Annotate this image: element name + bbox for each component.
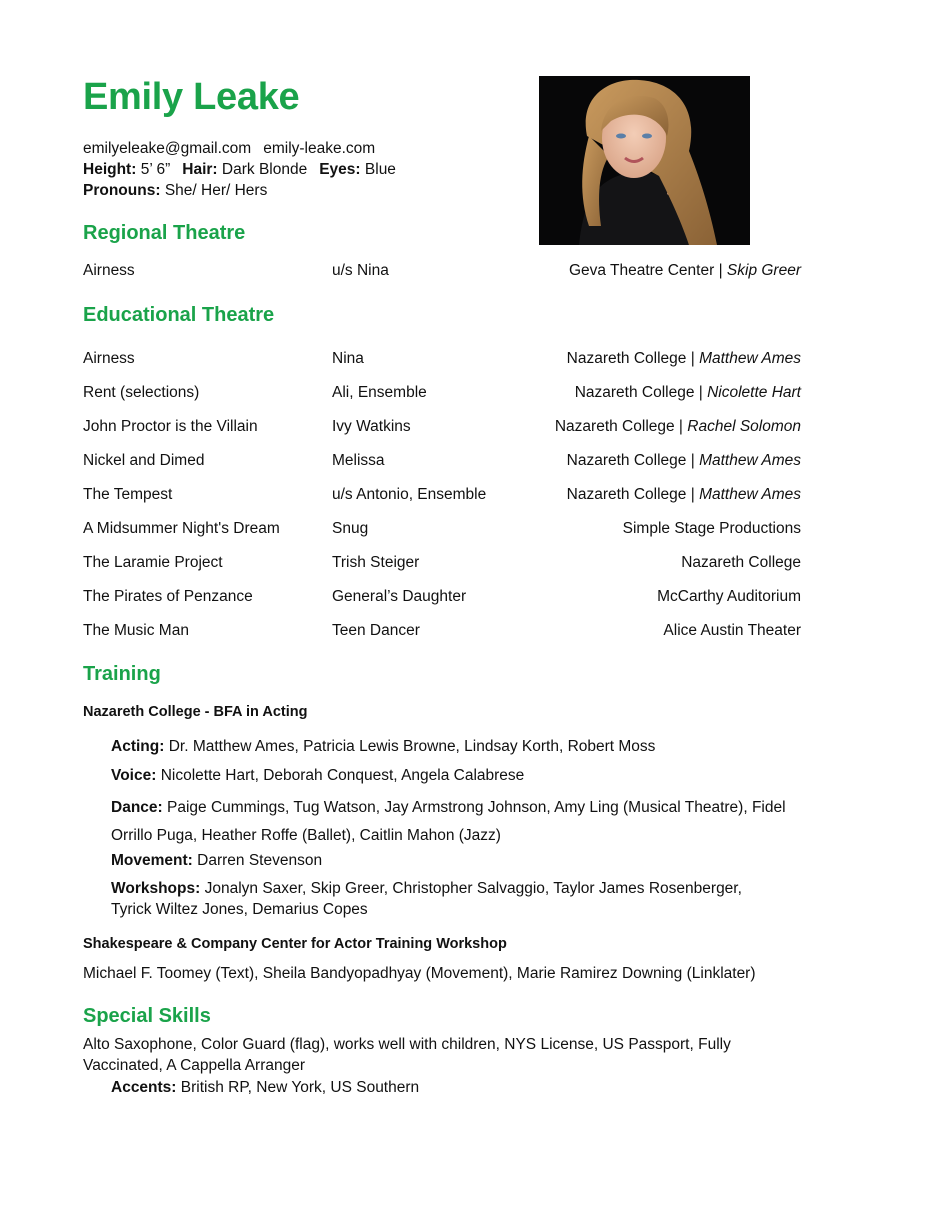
venue-director — [663, 622, 801, 640]
venue-name: McCarthy Auditorium — [657, 588, 801, 605]
credit-row — [83, 622, 801, 644]
show-title: Airness — [83, 350, 135, 367]
regional-theatre-heading: Regional Theatre — [83, 222, 246, 244]
venue-name: Nazareth College | — [574, 384, 708, 401]
hair-value: Dark Blonde — [221, 161, 308, 178]
training-label: Acting: — [111, 738, 165, 755]
eyes-label: Eyes: — [319, 161, 361, 178]
workshop-heading: Shakespeare & Company Center for Actor Training Workshop — [83, 936, 507, 952]
venue-name: Nazareth College | — [554, 418, 688, 435]
venue-director — [567, 350, 801, 368]
role-name: u/s Nina — [332, 262, 389, 279]
school-heading: Nazareth College - BFA in Acting — [83, 704, 308, 720]
accents-line — [111, 1077, 801, 1098]
director-name: Matthew Ames — [699, 486, 801, 503]
director-name: Rachel Solomon — [687, 418, 801, 435]
skills-text: Alto Saxophone, Color Guard (flag), works well with children, NYS License, US Passport, Fully Vaccinated, A Cappella Arranger — [83, 1036, 731, 1074]
training-voice — [111, 765, 801, 786]
director-name: Skip Greer — [726, 262, 801, 279]
contact-line — [83, 138, 396, 159]
show-title: John Proctor is the Villain — [83, 418, 258, 435]
director-name: Matthew Ames — [699, 350, 801, 367]
accents-text: British RP, New York, US Southern — [180, 1079, 420, 1096]
website-text: emily-leake.com — [263, 140, 376, 157]
role-name: Ali, Ensemble — [332, 384, 427, 401]
role-name: u/s Antonio, Ensemble — [332, 486, 487, 503]
show-title: The Tempest — [83, 486, 173, 503]
stats-line — [83, 159, 396, 180]
training-dance — [111, 794, 791, 850]
show-title: Airness — [83, 262, 135, 279]
pronouns-label: Pronouns: — [83, 182, 161, 199]
venue-director — [681, 554, 801, 572]
credit-row — [83, 350, 801, 372]
headshot-photo — [539, 76, 750, 245]
training-text: Jonalyn Saxer, Skip Greer, Christopher Salvaggio, Taylor James Rosenberger, Tyrick Wiltez Jones, Demarius Copes — [111, 880, 742, 918]
pronouns-line — [83, 180, 396, 201]
venue-director — [657, 588, 801, 606]
credit-row — [83, 588, 801, 610]
educational-theatre-heading: Educational Theatre — [83, 304, 275, 326]
show-title: Rent (selections) — [83, 384, 200, 401]
venue-director — [623, 520, 801, 538]
pronouns-value: She/ Her/ Hers — [164, 182, 268, 199]
workshop-text: Michael F. Toomey (Text), Sheila Bandyopadhyay (Movement), Marie Ramirez Downing (Linklater) — [83, 965, 756, 982]
role-name: Melissa — [332, 452, 385, 469]
venue-name: Simple Stage Productions — [622, 520, 801, 537]
eyes-value: Blue — [364, 161, 396, 178]
height-label: Height: — [83, 161, 137, 178]
role-name: Nina — [332, 350, 364, 367]
director-name: Nicolette Hart — [707, 384, 801, 401]
credit-row — [83, 486, 801, 508]
venue-director — [555, 418, 801, 436]
director-name: Matthew Ames — [699, 452, 801, 469]
training-label: Voice: — [111, 767, 157, 784]
role-name: Trish Steiger — [332, 554, 420, 571]
venue-director — [575, 384, 801, 402]
training-heading: Training — [83, 663, 161, 685]
headshot-illustration — [539, 76, 750, 245]
credit-row — [83, 452, 801, 474]
training-text: Paige Cummings, Tug Watson, Jay Armstrong Johnson, Amy Ling (Musical Theatre), Fidel Orrillo Puga, Heather Roffe (Ballet), Caitlin Mahon (Jazz) — [111, 799, 786, 844]
role-name: Teen Dancer — [332, 622, 420, 639]
credit-row — [83, 520, 801, 542]
training-text: Nicolette Hart, Deborah Conquest, Angela Calabrese — [160, 767, 525, 784]
special-skills-heading: Special Skills — [83, 1005, 211, 1027]
credit-row — [83, 554, 801, 576]
venue-name: Geva Theatre Center | — [568, 262, 727, 279]
venue-director — [569, 262, 801, 280]
contact-block — [83, 138, 396, 201]
training-acting — [111, 736, 801, 757]
training-movement — [111, 850, 801, 871]
role-name: Snug — [332, 520, 369, 537]
training-label: Workshops: — [111, 880, 201, 897]
training-text: Dr. Matthew Ames, Patricia Lewis Browne, Lindsay Korth, Robert Moss — [168, 738, 656, 755]
email-text: emilyeleake@gmail.com — [83, 140, 252, 157]
height-value: 5’ 6” — [140, 161, 171, 178]
role-name: Ivy Watkins — [332, 418, 411, 435]
venue-director — [567, 452, 801, 470]
credit-row — [83, 418, 801, 440]
hair-label: Hair: — [182, 161, 218, 178]
training-text: Darren Stevenson — [197, 852, 323, 869]
show-title: The Music Man — [83, 622, 189, 639]
show-title: Nickel and Dimed — [83, 452, 205, 469]
venue-name: Alice Austin Theater — [663, 622, 801, 639]
credit-row — [83, 384, 801, 406]
show-title: The Pirates of Penzance — [83, 588, 253, 605]
venue-name: Nazareth College | — [566, 452, 700, 469]
training-label: Dance: — [111, 799, 163, 816]
venue-name: Nazareth College — [681, 554, 801, 571]
role-name: General’s Daughter — [332, 588, 467, 605]
venue-name: Nazareth College | — [566, 486, 700, 503]
venue-name: Nazareth College | — [566, 350, 700, 367]
resume-name: Emily Leake — [83, 76, 300, 118]
accents-label: Accents: — [111, 1079, 177, 1096]
credit-row — [83, 262, 801, 284]
training-workshops — [111, 878, 781, 920]
show-title: The Laramie Project — [83, 554, 223, 571]
venue-director — [567, 486, 801, 504]
show-title: A Midsummer Night's Dream — [83, 520, 280, 537]
training-label: Movement: — [111, 852, 193, 869]
